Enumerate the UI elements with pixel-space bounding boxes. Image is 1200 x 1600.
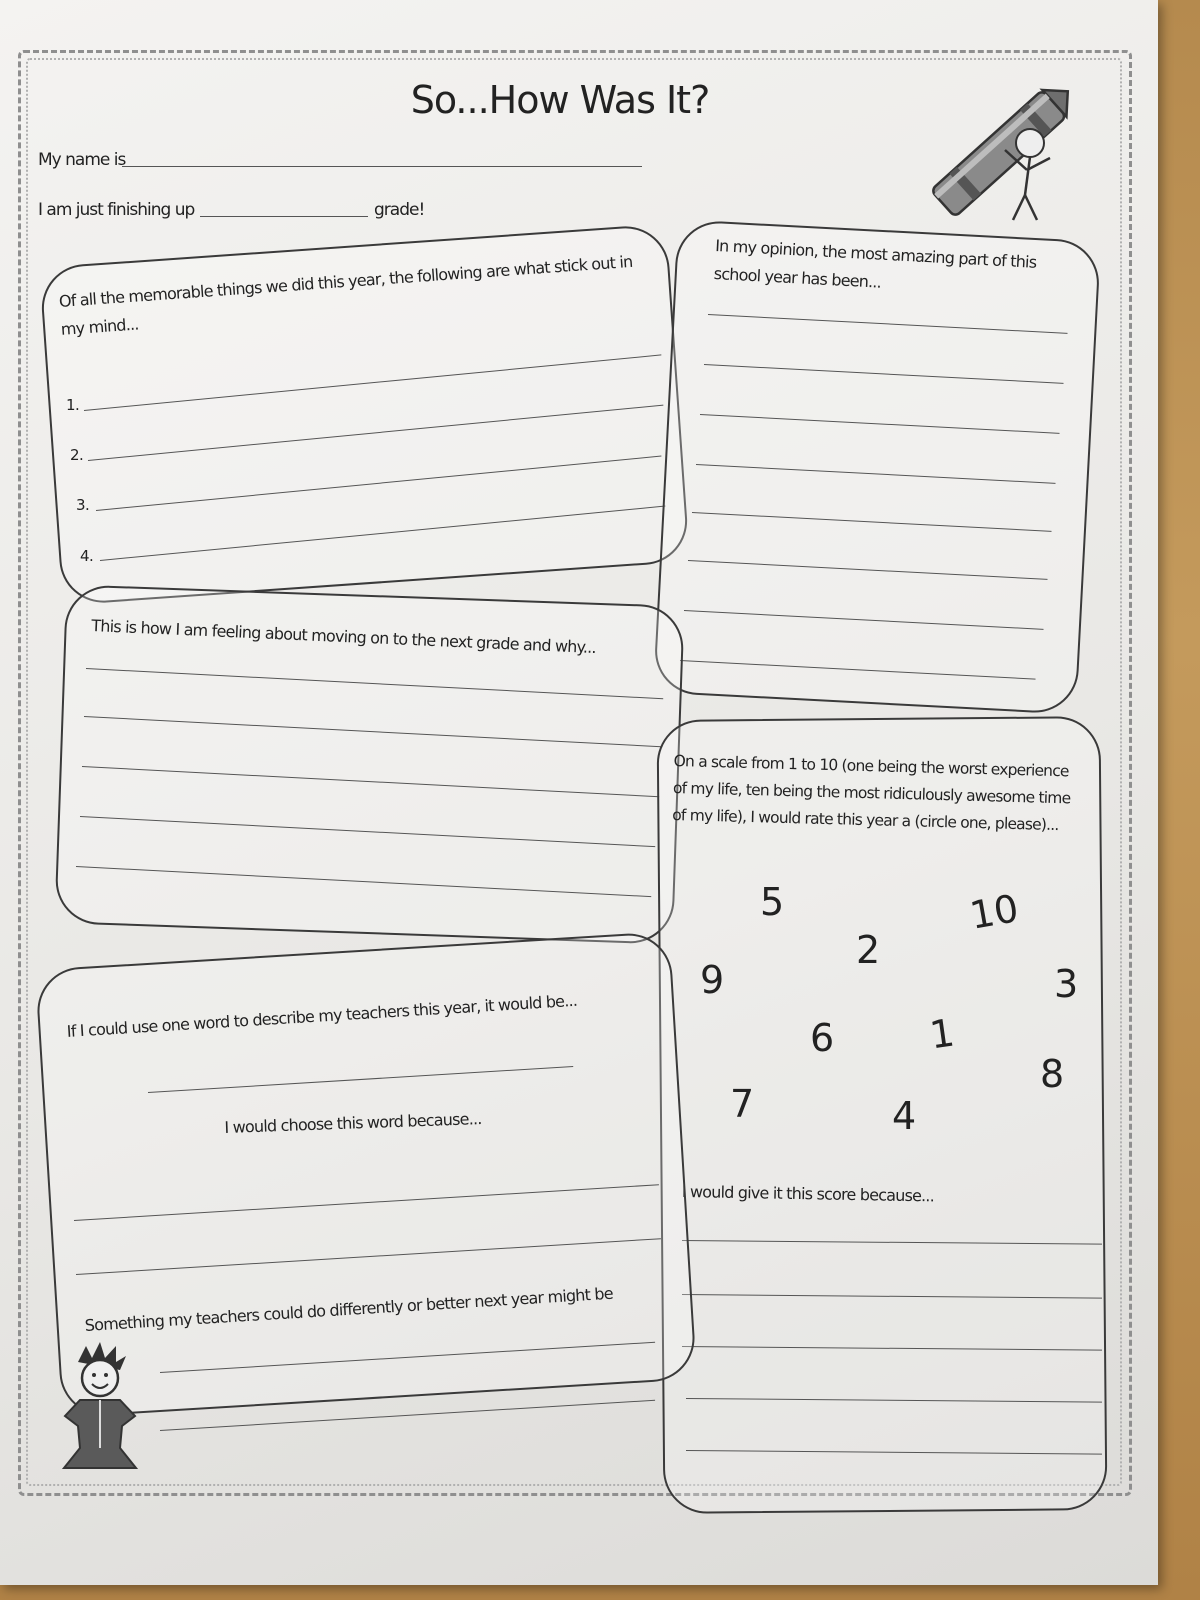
- memorable-label-4: 4.: [80, 547, 94, 565]
- scale-option-10[interactable]: 10: [966, 886, 1022, 938]
- memorable-prompt: Of all the memorable things we did this year, the following are what stick out in my mind...: [58, 251, 633, 339]
- teacher-because-prompt: I would choose this word because...: [224, 1109, 482, 1137]
- scale-option-4[interactable]: 4: [892, 1094, 917, 1138]
- scale-option-2[interactable]: 2: [856, 928, 881, 972]
- grade-prompt-end: grade!: [374, 200, 425, 220]
- grade-prompt-start: I am just finishing up: [38, 200, 195, 220]
- feeling-prompt: This is how I am feeling about moving on to the next grade and why...: [90, 615, 597, 658]
- scale-option-3[interactable]: 3: [1054, 962, 1079, 1006]
- name-prompt: My name is: [38, 150, 126, 170]
- kid-character-icon: [50, 1340, 150, 1470]
- page-title: So...How Was It?: [410, 78, 710, 122]
- scale-option-6[interactable]: 6: [810, 1016, 835, 1060]
- scale-option-8[interactable]: 8: [1040, 1052, 1065, 1096]
- scale-prompt: On a scale from 1 to 10 (one being the worst experience of my life, ten being the most ridiculously awesome time of my life), I would rate this year a (circle one, please)...: [672, 751, 1071, 835]
- name-blank[interactable]: [122, 166, 642, 167]
- teacher-word-prompt: If I could use one word to describe my teachers this year, it would be...: [66, 990, 578, 1041]
- scale-option-1[interactable]: 1: [927, 1010, 958, 1058]
- amazing-prompt: In my opinion, the most amazing part of this school year has been...: [713, 235, 1037, 292]
- scale-option-7[interactable]: 7: [730, 1082, 755, 1126]
- memorable-label-2: 2.: [70, 446, 84, 464]
- scale-option-9[interactable]: 9: [700, 958, 725, 1002]
- memorable-label-1: 1.: [66, 396, 80, 414]
- teacher-improve-prompt: Something my teachers could do differently or better next year might be: [84, 1283, 614, 1335]
- crayon-character-icon: [905, 80, 1095, 230]
- memorable-label-3: 3.: [76, 496, 90, 514]
- scale-option-5[interactable]: 5: [760, 880, 785, 924]
- grade-blank[interactable]: [200, 216, 368, 217]
- scale-reason-prompt: I would give it this score because...: [681, 1181, 935, 1206]
